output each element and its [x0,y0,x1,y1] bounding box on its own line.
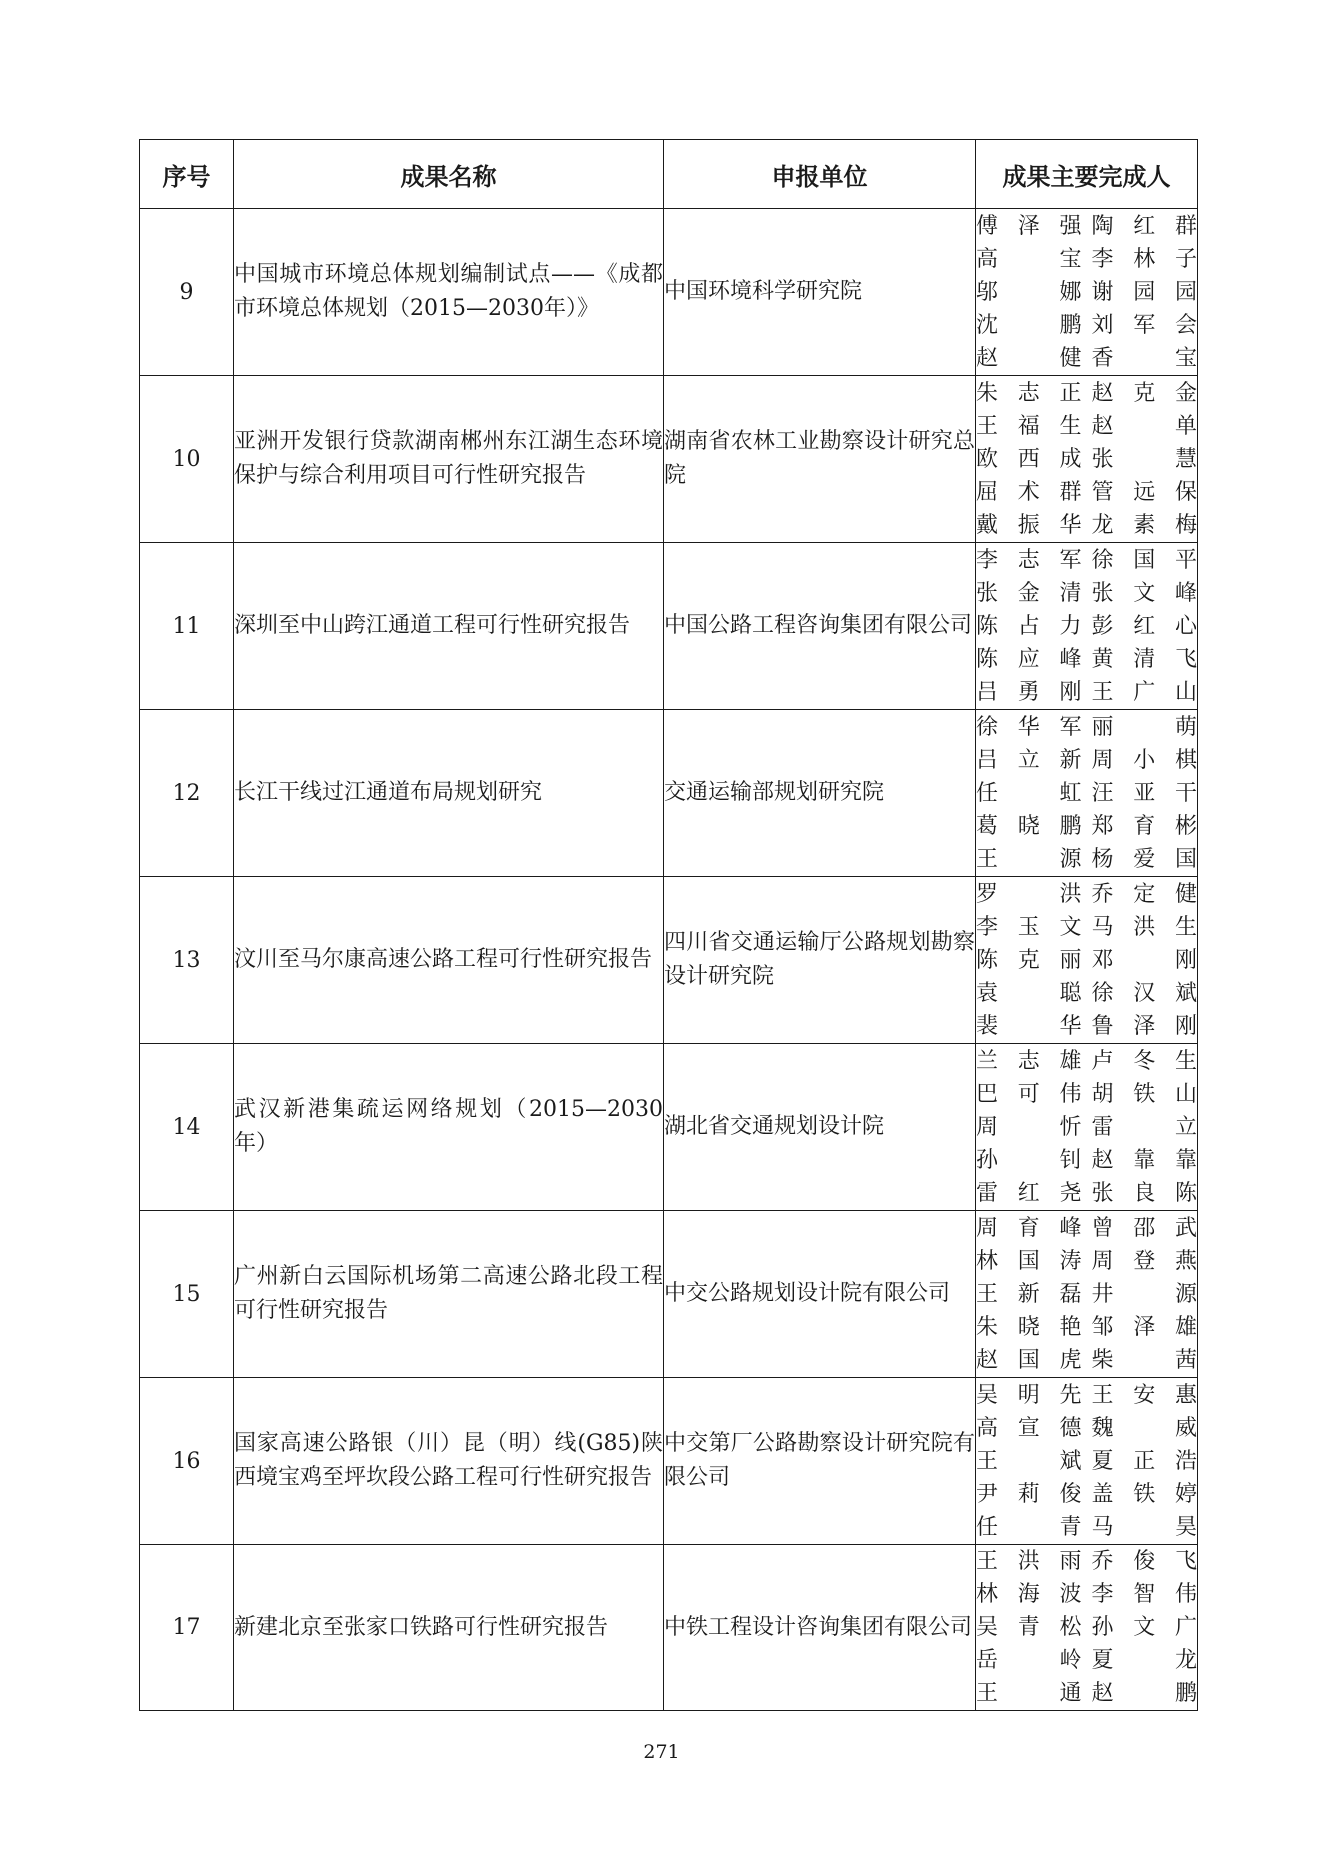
contributor-name: 鲁泽刚 [1091,1013,1197,1039]
row-applicant-unit: 中交公路规划设计院有限公司 [664,1211,976,1378]
table-row [140,710,1198,877]
contributor-name: 王 通 [976,1681,1082,1706]
contributor-name: 李志军 [976,547,1082,573]
contributor-name: 龙素梅 [1091,512,1197,538]
contributor-name: 张金清 [976,580,1082,606]
table-body [140,209,1198,1711]
contributor-name: 吴明先 [976,1382,1082,1408]
contributor-name: 周育峰 [976,1215,1082,1241]
row-achievement-name: 亚洲开发银行贷款湖南郴州东江湖生态环境保护与综合利用项目可行性研究报告 [234,376,664,543]
contributor-name: 周 忻 [976,1114,1082,1140]
contributor-name: 葛晓鹏 [976,813,1082,839]
contributors-grid [976,1379,1197,1544]
contributor-name: 王福生 [976,413,1082,439]
header-seq: 序号 [140,140,234,209]
row-contributors [976,1211,1198,1378]
contributor-name: 赵 健 [976,345,1082,371]
contributor-name: 邓 刚 [1091,947,1197,973]
contributor-name: 雷红尧 [976,1180,1082,1206]
contributors-grid [976,1212,1197,1377]
contributors-grid [976,1545,1197,1710]
contributor-name: 夏 龙 [1091,1648,1197,1673]
contributor-name: 马洪生 [1091,914,1197,940]
contributor-name: 巴可伟 [976,1081,1082,1107]
contributor-name: 杨爱国 [1091,846,1197,872]
contributor-name: 谢园园 [1091,279,1197,305]
table-row [140,376,1198,543]
row-achievement-name: 中国城市环境总体规划编制试点——《成都市环境总体规划（2015—2030年）》 [234,209,664,376]
row-seq: 17 [140,1545,234,1711]
contributor-name: 柴 茜 [1091,1347,1197,1373]
contributor-name: 罗 洪 [976,881,1082,907]
contributor-name: 赵 鹏 [1091,1681,1197,1706]
row-applicant-unit: 中国环境科学研究院 [664,209,976,376]
header-row [140,140,1198,209]
row-seq: 13 [140,877,234,1044]
contributor-name: 朱晓艳 [976,1314,1082,1340]
page-number: 271 [643,1741,680,1763]
row-achievement-name: 长江干线过江通道布局规划研究 [234,710,664,877]
row-applicant-unit: 中交第厂公路勘察设计研究院有限公司 [664,1378,976,1545]
contributor-name: 沈 鹏 [976,312,1082,338]
contributor-name: 彭红心 [1091,613,1197,639]
contributor-name: 赵 单 [1091,413,1197,439]
contributor-name: 陶红群 [1091,213,1197,239]
contributor-name: 赵国虎 [976,1347,1082,1373]
row-applicant-unit: 湖南省农林工业勘察设计研究总院 [664,376,976,543]
contributor-name: 丽 萌 [1091,714,1197,740]
table-row [140,543,1198,710]
contributor-name: 高 宝 [976,246,1082,272]
contributor-name: 张文峰 [1091,580,1197,606]
contributors-grid [976,878,1197,1043]
contributor-name: 张 慧 [1091,446,1197,472]
row-contributors [976,877,1198,1044]
contributor-name: 朱志正 [976,380,1082,406]
contributor-name: 岳 岭 [976,1648,1082,1673]
contributor-name: 赵克金 [1091,380,1197,406]
contributors-grid [976,1045,1197,1210]
contributor-name: 曾邵武 [1091,1215,1197,1241]
contributor-name: 吕立新 [976,747,1082,773]
contributor-name: 乔定健 [1091,881,1197,907]
table-row [140,1378,1198,1545]
contributor-name: 刘军会 [1091,312,1197,338]
contributor-name: 李林子 [1091,246,1197,272]
row-contributors [976,209,1198,376]
contributor-name: 任 青 [976,1514,1082,1540]
row-seq: 10 [140,376,234,543]
contributor-name: 雷 立 [1091,1114,1197,1140]
contributor-name: 魏 威 [1091,1415,1197,1441]
contributor-name: 戴振华 [976,512,1082,538]
contributor-name: 王 源 [976,846,1082,872]
contributor-name: 王广山 [1091,679,1197,705]
contributor-name: 屈术群 [976,479,1082,505]
contributor-name: 邹泽雄 [1091,1314,1197,1340]
contributor-name: 周登燕 [1091,1248,1197,1274]
row-achievement-name: 新建北京至张家口铁路可行性研究报告 [234,1545,664,1711]
contributor-name: 王安惠 [1091,1382,1197,1408]
row-contributors [976,543,1198,710]
contributor-name: 尹莉俊 [976,1481,1082,1507]
row-achievement-name: 广州新白云国际机场第二高速公路北段工程可行性研究报告 [234,1211,664,1378]
contributor-name: 乔俊飞 [1091,1549,1197,1574]
contributor-name: 张良陈 [1091,1180,1197,1206]
row-applicant-unit: 湖北省交通规划设计院 [664,1044,976,1211]
contributor-name: 吕勇刚 [976,679,1082,705]
contributor-name: 徐汉斌 [1091,980,1197,1006]
contributor-name: 汪亚干 [1091,780,1197,806]
row-seq: 16 [140,1378,234,1545]
contributor-name: 高宣德 [976,1415,1082,1441]
row-contributors [976,1545,1198,1711]
table-header [140,140,1198,209]
contributor-name: 陈克丽 [976,947,1082,973]
contributors-grid [976,210,1197,375]
row-seq: 9 [140,209,234,376]
row-contributors [976,1378,1198,1545]
contributor-name: 李智伟 [1091,1582,1197,1607]
contributor-name: 兰志雄 [976,1048,1082,1074]
contributor-name: 任 虹 [976,780,1082,806]
header-unit: 申报单位 [664,140,976,209]
contributor-name: 李玉文 [976,914,1082,940]
row-seq: 14 [140,1044,234,1211]
row-contributors [976,376,1198,543]
contributor-name: 林海波 [976,1582,1082,1607]
contributor-name: 傅泽强 [976,213,1082,239]
row-applicant-unit: 中铁工程设计咨询集团有限公司 [664,1545,976,1711]
contributor-name: 林国涛 [976,1248,1082,1274]
header-name: 成果名称 [234,140,664,209]
table-row [140,209,1198,376]
row-achievement-name: 武汉新港集疏运网络规划（2015—2030年） [234,1044,664,1211]
table-row [140,1545,1198,1711]
contributor-name: 赵靠靠 [1091,1147,1197,1173]
row-seq: 11 [140,543,234,710]
contributor-name: 王洪雨 [976,1549,1082,1574]
row-seq: 15 [140,1211,234,1378]
contributors-grid [976,544,1197,709]
contributor-name: 郑育彬 [1091,813,1197,839]
contributor-name: 徐华军 [976,714,1082,740]
table-row [140,877,1198,1044]
contributors-grid [976,711,1197,876]
contributor-name: 袁 聪 [976,980,1082,1006]
contributor-name: 王 斌 [976,1448,1082,1474]
table-row [140,1044,1198,1211]
contributor-name: 王新磊 [976,1281,1082,1307]
contributor-name: 盖铁婷 [1091,1481,1197,1507]
row-achievement-name: 汶川至马尔康高速公路工程可行性研究报告 [234,877,664,1044]
contributor-name: 管远保 [1091,479,1197,505]
contributor-name: 邬 娜 [976,279,1082,305]
contributor-name: 孙 钊 [976,1147,1082,1173]
contributor-name: 夏正浩 [1091,1448,1197,1474]
contributor-name: 孙文广 [1091,1615,1197,1640]
contributor-name: 裴 华 [976,1013,1082,1039]
contributor-name: 香 宝 [1091,345,1197,371]
row-applicant-unit: 交通运输部规划研究院 [664,710,976,877]
contributor-name: 徐国平 [1091,547,1197,573]
row-applicant-unit: 中国公路工程咨询集团有限公司 [664,543,976,710]
contributor-name: 胡铁山 [1091,1081,1197,1107]
contributor-name: 陈占力 [976,613,1082,639]
contributor-name: 陈应峰 [976,646,1082,672]
row-contributors [976,1044,1198,1211]
row-applicant-unit: 四川省交通运输厅公路规划勘察设计研究院 [664,877,976,1044]
header-people: 成果主要完成人 [976,140,1198,209]
row-seq: 12 [140,710,234,877]
contributor-name: 周小棋 [1091,747,1197,773]
contributor-name: 欧西成 [976,446,1082,472]
results-table [139,139,1198,1711]
contributor-name: 黄清飞 [1091,646,1197,672]
row-achievement-name: 国家高速公路银（川）昆（明）线(G85)陕西境宝鸡至坪坎段公路工程可行性研究报告 [234,1378,664,1545]
row-achievement-name: 深圳至中山跨江通道工程可行性研究报告 [234,543,664,710]
contributor-name: 吴青松 [976,1615,1082,1640]
contributor-name: 马 昊 [1091,1514,1197,1540]
row-contributors [976,710,1198,877]
contributor-name: 卢冬生 [1091,1048,1197,1074]
table-row [140,1211,1198,1378]
contributors-grid [976,377,1197,542]
contributor-name: 井 源 [1091,1281,1197,1307]
